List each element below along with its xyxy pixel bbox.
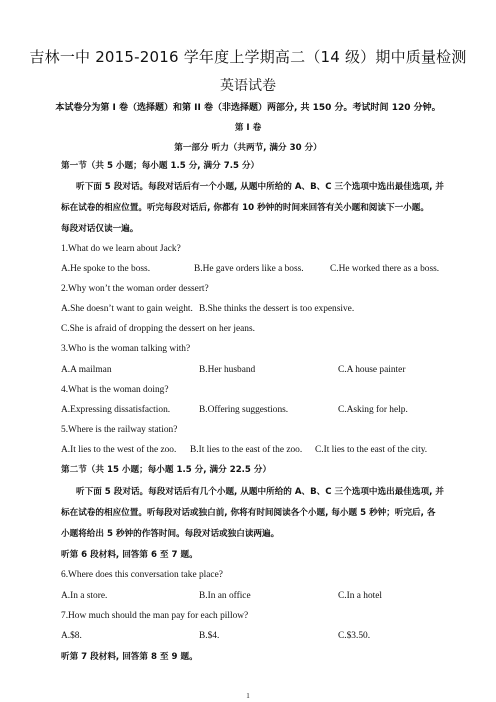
section1-directions-line: 每段对话仅读一遍。 (61, 224, 139, 234)
section2-heading: 第二节（共 15 小题；每小题 1.5 分, 满分 22.5 分） (61, 465, 272, 475)
section2-directions-line: 标在试卷的相应位置。听每段对话或独白前, 你将有时间阅读各个小题, 每小题 5 秒钟；听完后, 各 (61, 508, 436, 518)
option-1c: C.He worked there as a boss. (330, 264, 440, 274)
option-7c: C.$3.50. (338, 631, 371, 641)
option-4c: C.Asking for help. (338, 405, 408, 415)
option-5a: A.It lies to the west of the zoo. (61, 445, 177, 455)
question-2: 2.Why won’t the woman order dessert? (61, 284, 209, 294)
option-6b: B.In an office (199, 591, 251, 601)
exam-instructions: 本试卷分为第 I 卷（选择题）和第 II 卷（非选择题）两部分, 共 150 分。考试时间 120 分钟。 (55, 103, 441, 113)
question-4: 4.What is the woman doing? (61, 385, 169, 395)
material-7-heading: 听第 7 段材料, 回答第 8 至 9 题。 (61, 652, 198, 662)
option-3a: A.A mailman (61, 365, 112, 375)
option-7a: A.$8. (61, 631, 82, 641)
page-number: 1 (246, 692, 250, 700)
option-5b: B.It lies to the east of the zoo. (190, 445, 303, 455)
section1-directions-line: 听下面 5 段对话。每段对话后有一个小题, 从题中所给的 A、B、C 三个选项中选出最佳选项, 并 (76, 182, 444, 192)
volume-heading: 第 I 卷 (234, 123, 262, 133)
question-7: 7.How much should the man pay for each pillow? (61, 611, 249, 621)
option-2c: C.She is afraid of dropping the dessert on her jeans. (61, 324, 255, 334)
option-1b: B.He gave orders like a boss. (194, 264, 304, 274)
option-3b: B.Her husband (199, 365, 256, 375)
option-2b: B.She thinks the dessert is too expensive. (199, 304, 355, 314)
question-5: 5.Where is the railway station? (61, 425, 178, 435)
option-3c: C.A house painter (338, 365, 406, 375)
exam-title: 吉林一中 2015-2016 学年度上学期高二（14 级）期中质量检测 (29, 48, 467, 66)
section2-directions-line: 听下面 5 段对话。每段对话后有几个小题, 从题中所给的 A、B、C 三个选项中选出最佳选项, 并 (76, 487, 444, 497)
option-7b: B.$4. (199, 631, 220, 641)
option-4b: B.Offering suggestions. (199, 405, 289, 415)
option-1a: A.He spoke to the boss. (61, 264, 151, 274)
exam-subtitle: 英语试卷 (220, 78, 276, 94)
section2-directions-line: 小题将给出 5 秒钟的作答时间。每段对话或独白读两遍。 (61, 529, 280, 539)
part1-heading: 第一部分 听力（共两节, 满分 30 分） (174, 143, 322, 153)
section1-directions-line: 标在试卷的相应位置。听完每段对话后, 你都有 10 秒钟的时间来回答有关小题和阅读下一小题。 (61, 203, 429, 213)
question-3: 3.Who is the woman talking with? (61, 344, 191, 354)
question-1: 1.What do we learn about Jack? (61, 244, 181, 254)
section1-heading: 第一节（共 5 小题；每小题 1.5 分, 满分 7.5 分） (61, 161, 260, 171)
option-6a: A.In a store. (61, 591, 108, 601)
question-6: 6.Where does this conversation take place? (61, 570, 223, 580)
option-6c: C.In a hotel (338, 591, 383, 601)
option-4a: A.Expressing dissatisfaction. (61, 405, 171, 415)
material-6-heading: 听第 6 段材料, 回答第 6 至 7 题。 (61, 550, 198, 560)
option-2a: A.She doesn’t want to gain weight. (61, 304, 193, 314)
option-5c: C.It lies to the east of the city. (315, 445, 428, 455)
